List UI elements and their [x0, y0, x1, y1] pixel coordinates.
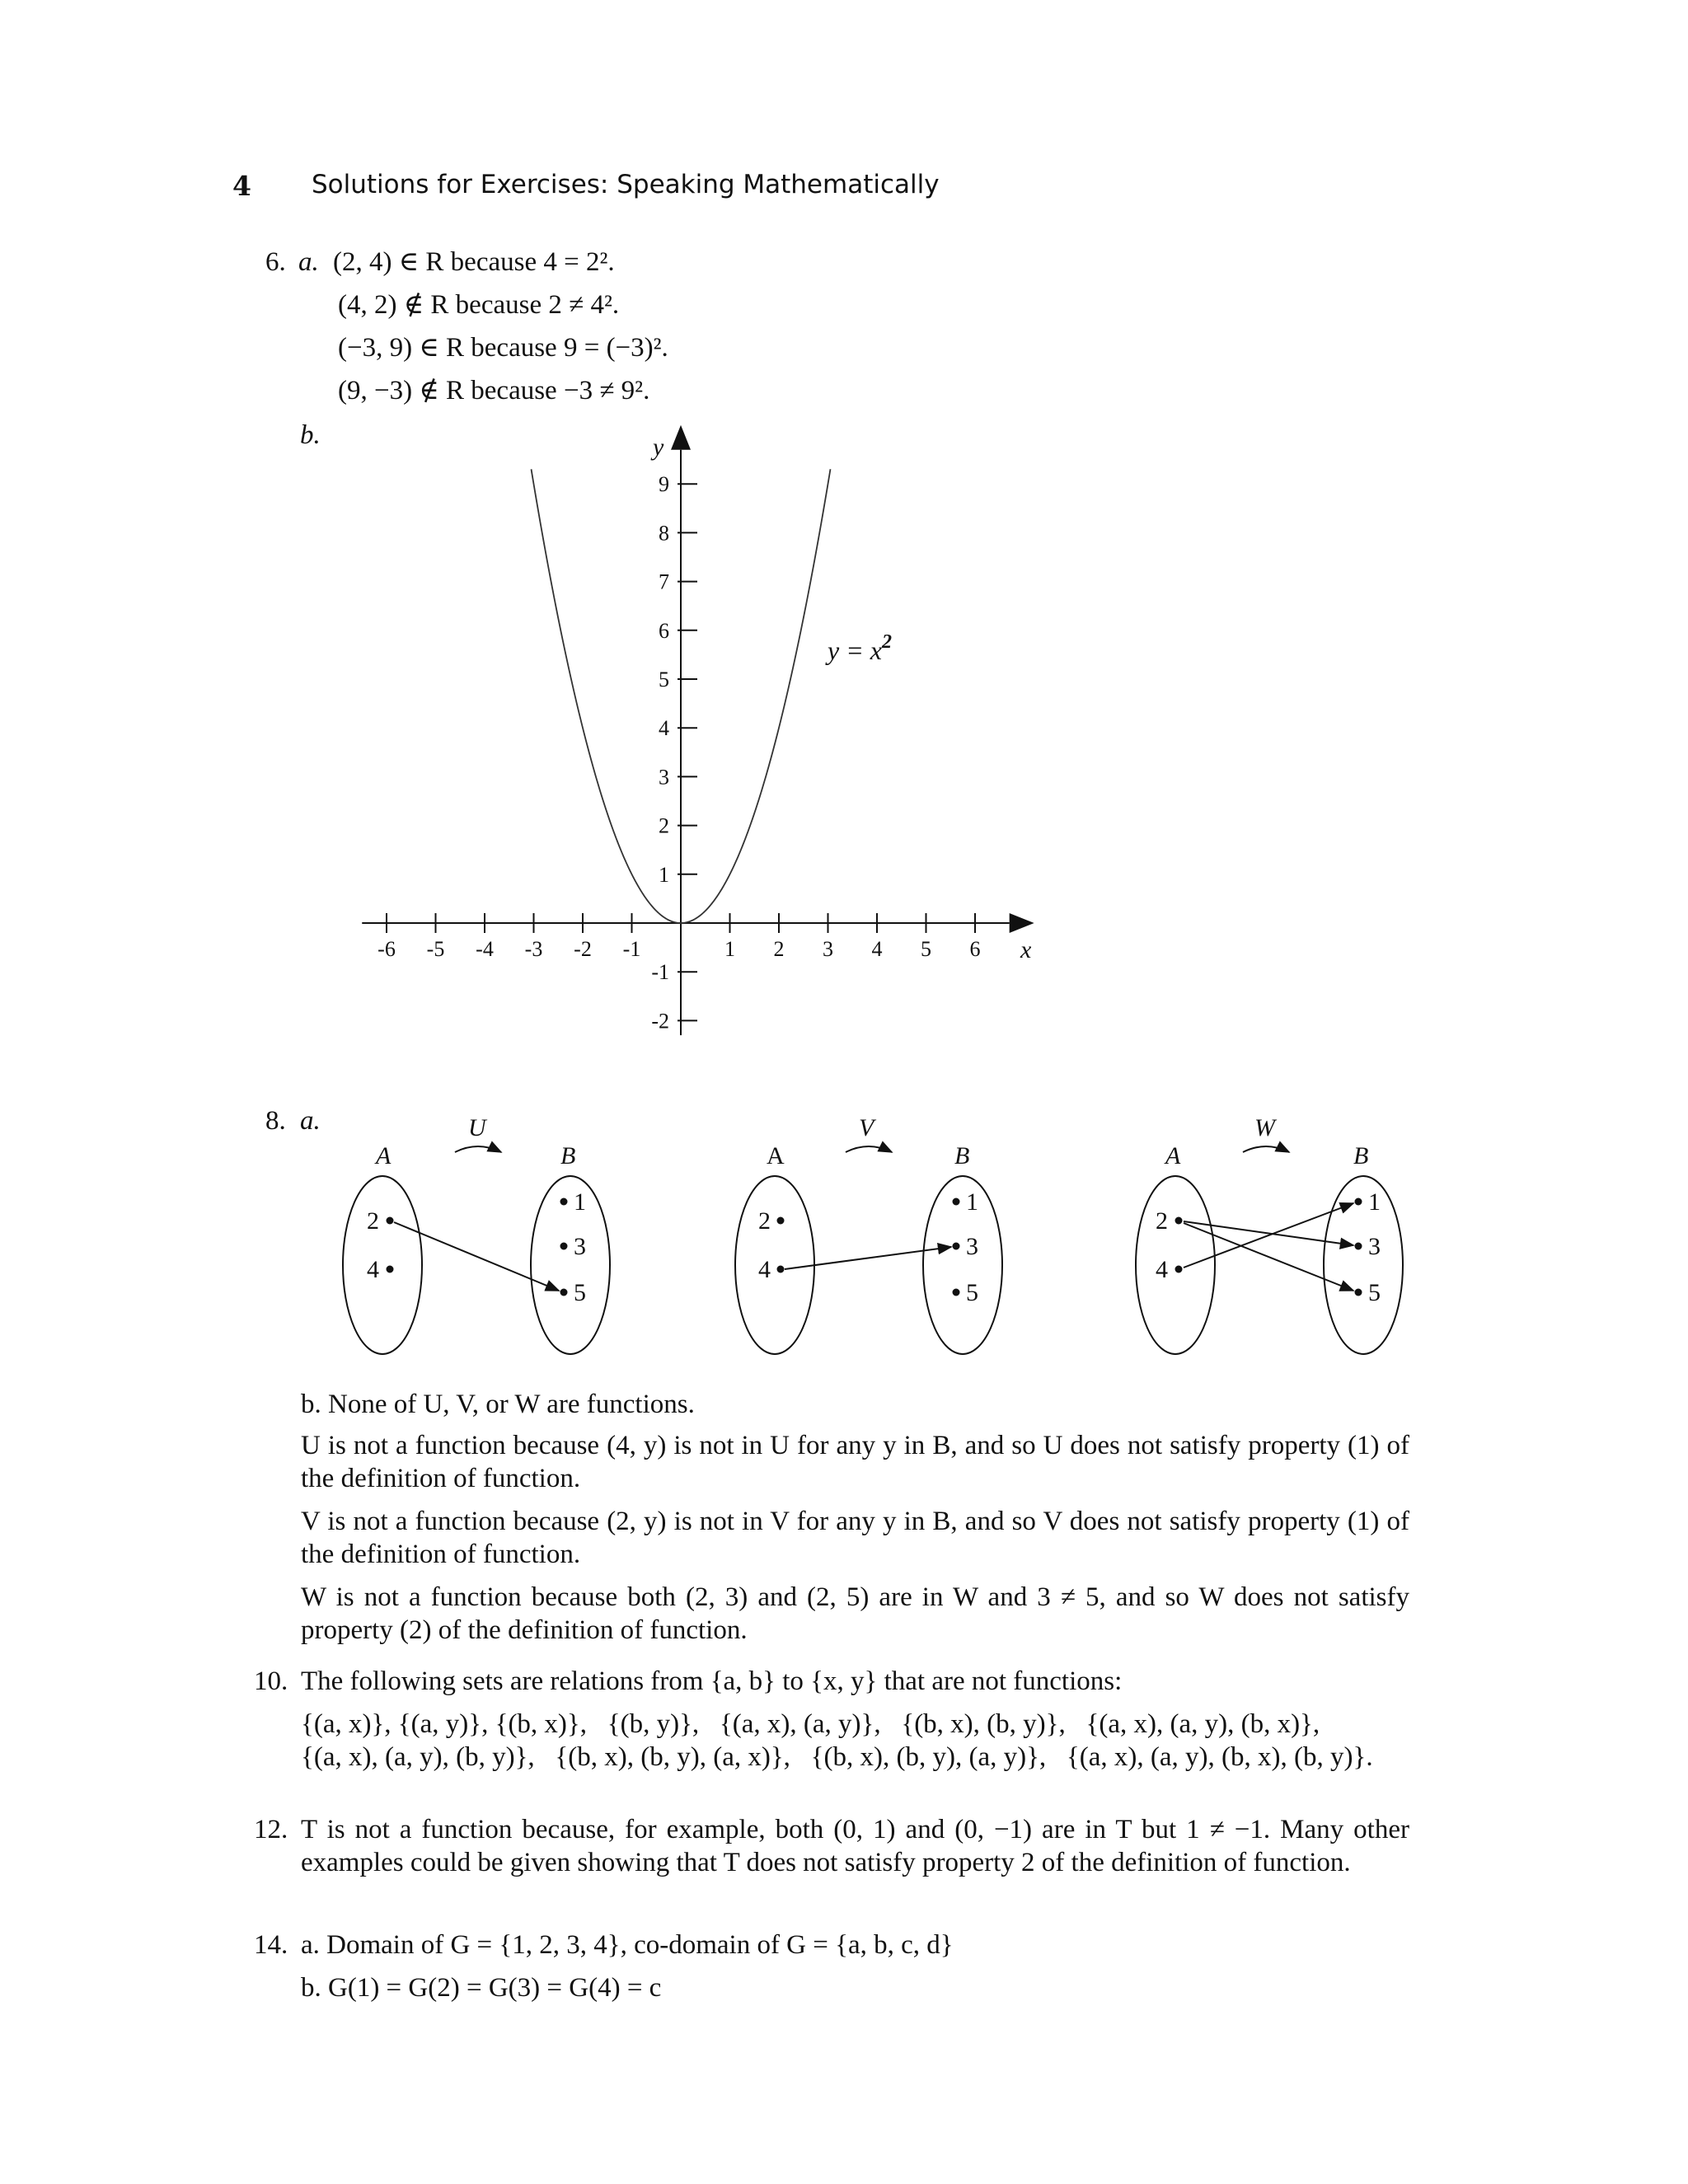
x-tick-label: -6 — [377, 937, 396, 961]
diagram-v-set-b-label: B — [954, 1142, 970, 1169]
exercise-10-sets-line-1: {(a, x)}, {(a, y)}, {(b, x)}, {(b, y)}, {(a, x), (a, y)}, {(b, x), (b, y)}, {(a, x), (a, y), (b, x)}, — [301, 1709, 1320, 1739]
diagram-w — [1136, 1114, 1403, 1354]
x-tick-label: -2 — [574, 937, 592, 961]
x-tick-label: -4 — [476, 937, 494, 961]
diagram-u-a-item-4: 4 — [367, 1256, 379, 1283]
x-tick-label: 4 — [871, 937, 883, 961]
diagram-w-a-item-4: 4 — [1156, 1256, 1168, 1283]
running-header-title: Solutions for Exercises: Speaking Mathematically — [312, 170, 940, 199]
diagram-v-a-item-4: 4 — [758, 1256, 771, 1283]
exercise-6a-line-2: (4, 2) ∉ R because 2 ≠ 4². — [338, 290, 620, 320]
diagram-u-set-b-label: B — [560, 1142, 576, 1169]
y-tick-label: -1 — [651, 960, 669, 985]
diagram-v-b-item-3: 3 — [966, 1233, 978, 1260]
diagram-u-b-item-1: 1 — [574, 1188, 586, 1216]
y-tick-label: 9 — [659, 472, 669, 497]
y-tick-label: 1 — [659, 862, 669, 887]
diagram-u — [343, 1114, 610, 1354]
exercise-6-number: 6. — [265, 247, 286, 277]
y-tick-label: 7 — [659, 569, 669, 594]
x-tick-label: 1 — [724, 937, 735, 961]
exercise-6a-line-3: (−3, 9) ∈ R because 9 = (−3)². — [338, 333, 668, 363]
exercise-10-text: The following sets are relations from {a, b} to {x, y} that are not functions: — [301, 1666, 1123, 1696]
exercise-8b-u-explanation: U is not a function because (4, y) is not in U for any y in B, and so U does not satisfy property (1) of the definition of function. — [301, 1431, 1409, 1493]
diagram-v-relation-arrow — [846, 1146, 892, 1152]
diagram-v-a-item-2: 2 — [758, 1207, 771, 1235]
diagram-v-set-a — [735, 1176, 814, 1354]
y-tick-label: 6 — [659, 618, 669, 643]
exercise-10-sets-line-2: {(a, x), (a, y), (b, y)}, {(b, x), (b, y), (a, x)}, {(b, x), (b, y), (a, y)}, {(a, x), (a, y), (b, x), (b, y)}. — [301, 1742, 1373, 1772]
diagram-u-set-a-label: A — [376, 1142, 392, 1169]
diagram-v-set-a-label: A — [767, 1142, 785, 1169]
exercise-14a-text: a. Domain of G = {1, 2, 3, 4}, co-domain of G = {a, b, c, d} — [301, 1930, 954, 1960]
exercise-8-number: 8. — [265, 1106, 286, 1136]
diagram-u-set-b — [531, 1176, 610, 1354]
x-tick-label: -1 — [622, 937, 641, 961]
x-tick-label: 5 — [921, 937, 931, 961]
diagram-w-set-a — [1136, 1176, 1215, 1354]
diagram-u-relation-arrow — [455, 1146, 501, 1152]
diagram-w-set-b-label: B — [1353, 1142, 1369, 1169]
curve-label: $y = x^2$ — [828, 631, 892, 665]
diagram-w-relation-arrow — [1243, 1146, 1289, 1152]
diagram-v — [735, 1114, 1002, 1354]
x-tick-label: -3 — [524, 937, 543, 961]
diagram-u-relation-label: U — [468, 1114, 486, 1141]
diagram-v-b-item-5: 5 — [966, 1279, 978, 1306]
diagram-w-a-item-2: 2 — [1156, 1207, 1168, 1235]
exercise-14-number: 14. — [254, 1930, 288, 1960]
x-tick-label: 6 — [969, 937, 981, 961]
exercise-8b-w-explanation: W is not a function because both (2, 3) and (2, 5) are in W and 3 ≠ 5, and so W does not satisfy property (2) of the definition of function. — [301, 1582, 1409, 1645]
exercise-12-number: 12. — [254, 1815, 288, 1844]
x-tick-label: 2 — [773, 937, 785, 961]
y-tick-label: 4 — [659, 716, 669, 741]
exercise-8a-label: a. — [300, 1106, 321, 1136]
x-tick-label: 3 — [823, 937, 833, 961]
diagram-u-b-item-3: 3 — [574, 1233, 586, 1260]
diagram-u-a-item-2: 2 — [367, 1207, 379, 1235]
exercise-8b-v-explanation: V is not a function because (2, y) is not in V for any y in B, and so V does not satisfy property (1) of the definition of function. — [301, 1507, 1409, 1569]
page-number: 4 — [232, 170, 251, 202]
y-tick-label: 5 — [659, 668, 669, 691]
diagram-v-b-item-1: 1 — [966, 1188, 978, 1216]
diagram-v-mapping-4-to-3 — [785, 1247, 951, 1269]
diagram-w-set-a-label: A — [1165, 1142, 1181, 1169]
exercise-12-text: T is not a function because, for example, both (0, 1) and (0, −1) are in T but 1 ≠ −1. Many other examples could be given showing that T does not satisfy property 2 of the definition of function. — [301, 1815, 1409, 1877]
exercise-8b-text: b. None of U, V, or W are functions. — [301, 1390, 695, 1419]
diagram-w-b-item-3: 3 — [1368, 1233, 1381, 1260]
diagram-w-b-item-5: 5 — [1368, 1279, 1381, 1306]
x-tick-label: -5 — [426, 937, 445, 961]
y-tick-label: -2 — [651, 1009, 669, 1033]
diagram-w-mapping-4-to-1 — [1184, 1203, 1353, 1268]
exercise-6a-line-1: (2, 4) ∈ R because 4 = 2². — [333, 247, 615, 277]
diagram-u-b-item-5: 5 — [574, 1279, 586, 1306]
exercise-14b-text: b. G(1) = G(2) = G(3) = G(4) = c — [301, 1973, 662, 2003]
diagram-v-relation-label: V — [859, 1114, 874, 1141]
exercise-6a-line-4: (9, −3) ∉ R because −3 ≠ 9². — [338, 376, 650, 405]
y-axis-label: y — [653, 434, 664, 461]
exercise-10-number: 10. — [254, 1666, 288, 1696]
y-tick-label: 8 — [659, 521, 669, 546]
diagram-v-set-b — [923, 1176, 1002, 1354]
exercise-6a-label: a. — [298, 247, 319, 277]
y-tick-label: 3 — [659, 765, 669, 790]
x-axis-label: x — [1020, 936, 1032, 963]
diagram-w-relation-label: W — [1254, 1114, 1275, 1141]
y-tick-label: 2 — [659, 813, 669, 838]
diagram-u-set-a — [343, 1176, 422, 1354]
exercise-6b-label: b. — [300, 420, 321, 450]
diagram-w-set-b — [1324, 1176, 1403, 1354]
diagram-w-b-item-1: 1 — [1368, 1188, 1381, 1216]
